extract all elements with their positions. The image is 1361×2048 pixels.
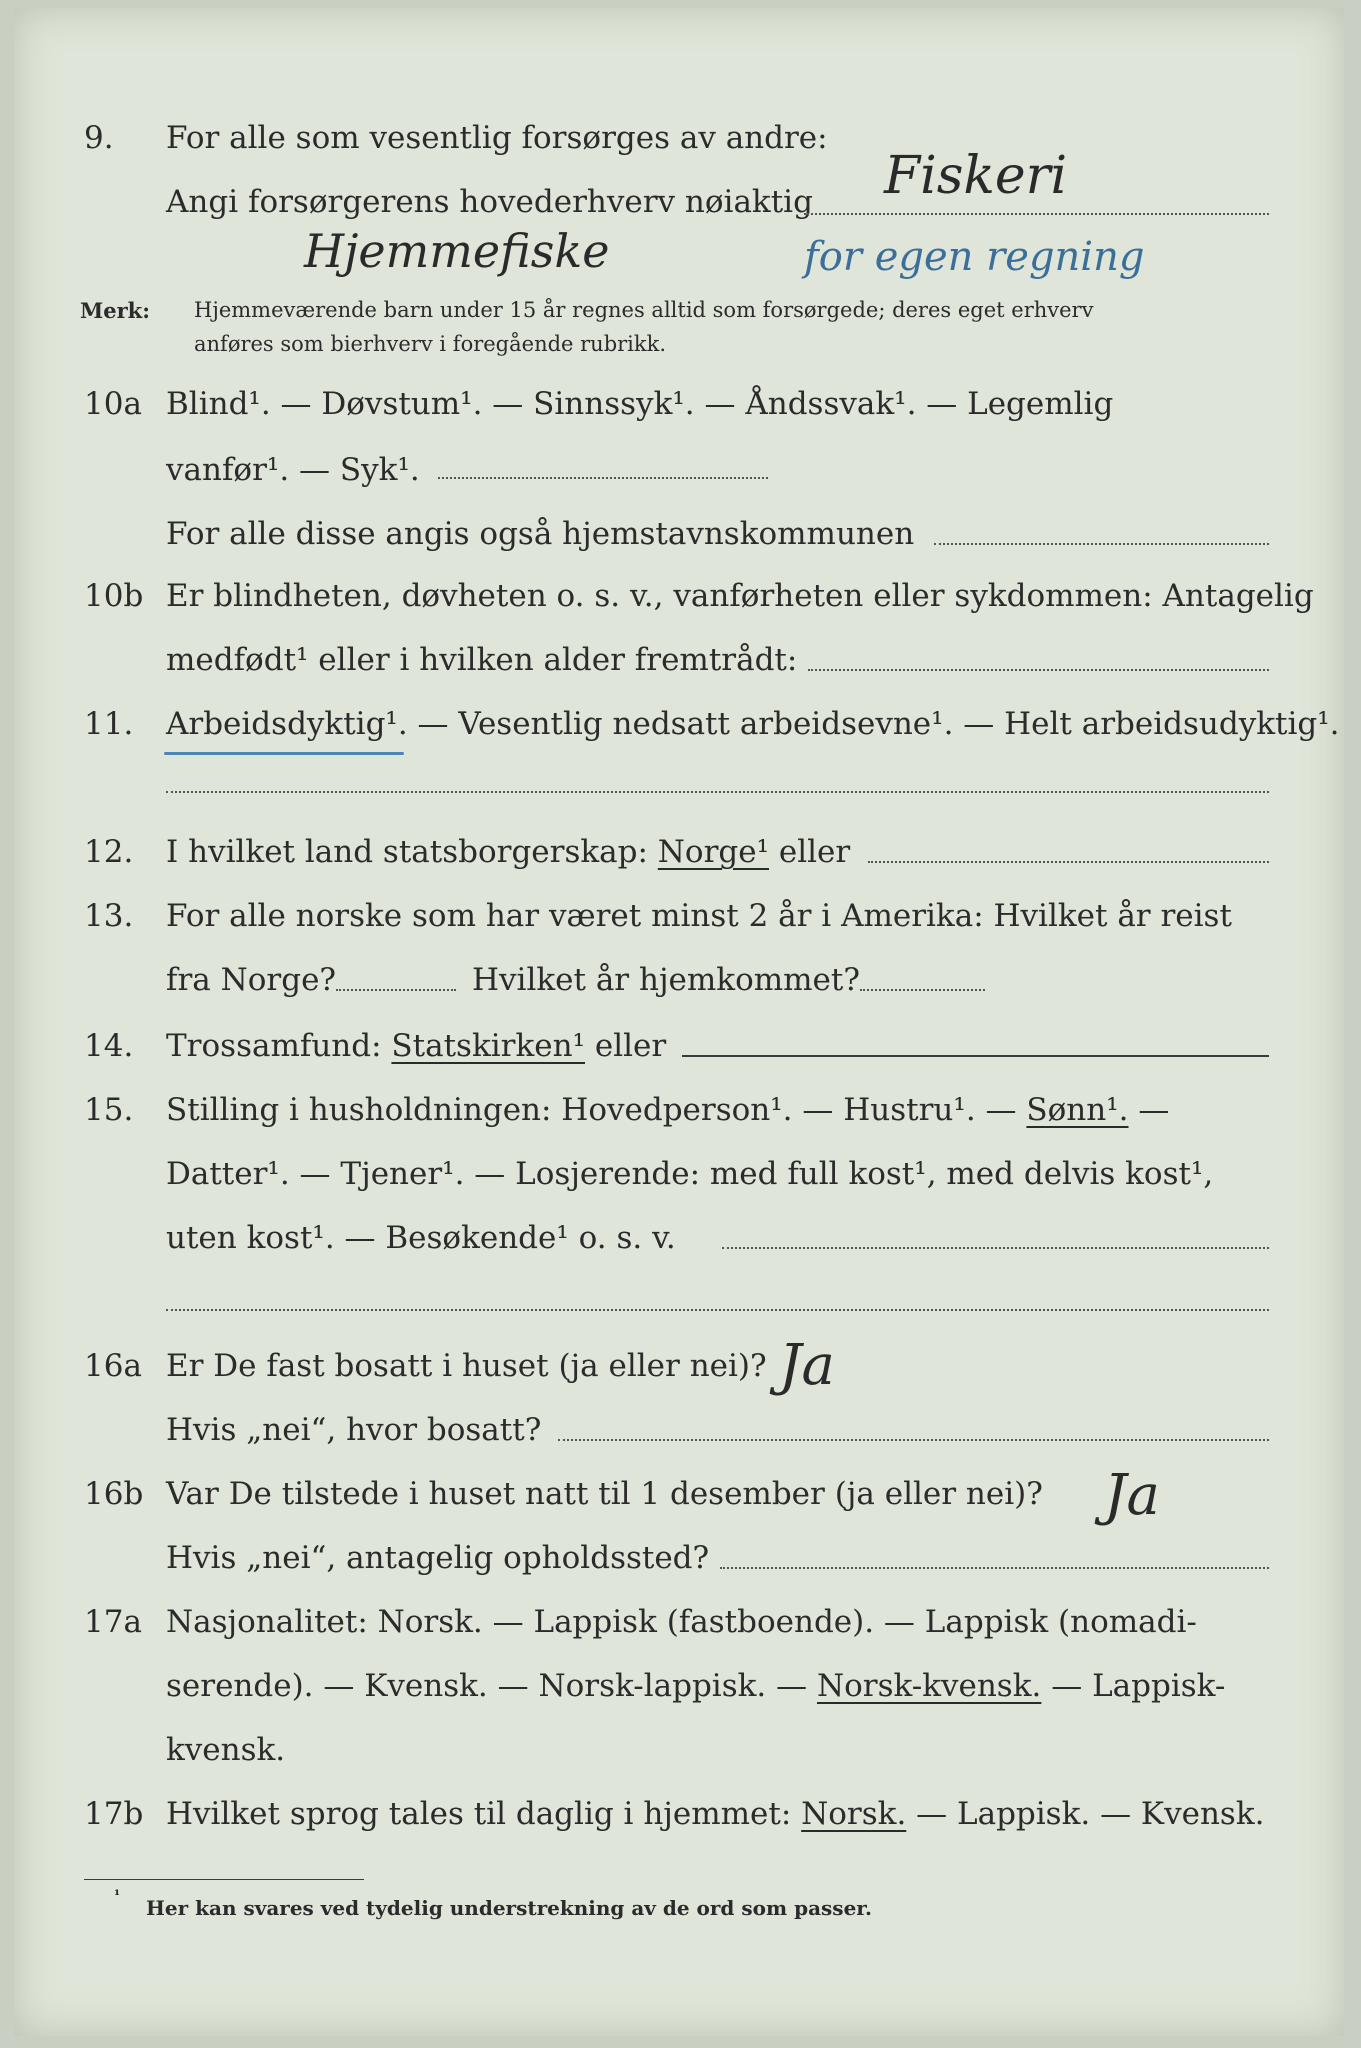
q15-line3: uten kost¹. — Besøkende¹ o. s. v.: [166, 1220, 676, 1256]
q17a-line2-text: serende). — Kvensk. — Norsk-lappisk. —: [166, 1668, 817, 1704]
q17a-line3: kvensk.: [166, 1732, 286, 1768]
q10a-line2-dots: [438, 476, 768, 479]
q16a-line1: Er De fast bosatt i huset (ja eller nei)?: [166, 1348, 767, 1384]
q14-text: [166, 1028, 666, 1064]
q13-number: 13.: [84, 898, 134, 934]
q9-line2: Angi forsørgerens hovederhverv nøiaktig: [166, 184, 813, 220]
q9-answer-line: [804, 212, 1269, 215]
q11-number: 11.: [84, 706, 134, 742]
q16a-number: 16a: [84, 1348, 142, 1384]
q11-blue-underline: [164, 752, 404, 755]
q12-dots: [868, 860, 1269, 863]
q16b-line2: Hvis „nei“, antagelig opholdssted?: [166, 1540, 710, 1576]
q16b-handwritten-answer: Ja: [1104, 1463, 1160, 1528]
merk-line1: Hjemmeværende barn under 15 år regnes alltid som forsørgede; deres eget erhverv: [194, 298, 1094, 322]
q17b-rest: — Lappisk. — Kvensk.: [906, 1796, 1265, 1832]
q15-line2: Datter¹. — Tjener¹. — Losjerende: med full kost¹, med delvis kost¹,: [166, 1156, 1214, 1192]
q11-option-arbeidsdyktig: Arbeidsdyktig¹.: [166, 706, 408, 742]
q17b-question: Hvilket sprog tales til daglig i hjemmet:: [166, 1796, 802, 1832]
q9-handwritten-answer2: Hjemmefiske: [304, 224, 610, 278]
merk-line2: anføres som bierhverv i foregående rubrikk.: [194, 332, 667, 356]
q12-eller: eller: [769, 834, 851, 870]
q13-dots2: [860, 988, 985, 991]
q14-option-statskirken: Statskirken¹: [391, 1028, 585, 1064]
q10b-line2: medfødt¹ eller i hvilken alder fremtrådt:: [166, 642, 798, 678]
q10a-line3: For alle disse angis også hjemstavnskommunen: [166, 516, 915, 552]
q10a-line2: vanfør¹. — Syk¹.: [166, 452, 420, 488]
q15-option-sonn: Sønn¹.: [1026, 1092, 1129, 1128]
q15-number: 15.: [84, 1092, 134, 1128]
q9-handwritten-answer3: for egen regning: [804, 234, 1145, 280]
census-form-page: [14, 8, 1344, 2036]
q9-handwritten-answer1: Fiskeri: [884, 146, 1068, 206]
q10b-line1: Er blindheten, døvheten o. s. v., vanførheten eller sykdommen: Antagelig: [166, 578, 1314, 614]
q10a-line3-dots: [934, 542, 1269, 545]
q17b-number: 17b: [84, 1796, 144, 1832]
q10b-dots: [808, 668, 1269, 671]
q14-question: Trossamfund:: [166, 1028, 392, 1064]
q15-dots2: [166, 1308, 1269, 1311]
q12-option-norge: Norge¹: [657, 834, 770, 870]
q11-text: [166, 706, 1340, 742]
q9-line1: For alle som vesentlig forsørges av andre:: [166, 120, 828, 156]
q9-number: 9.: [84, 120, 114, 156]
q15-line1-dash: —: [1128, 1092, 1170, 1128]
q15-line1: [166, 1092, 1169, 1128]
footnote-rule: [84, 1878, 364, 1880]
q17b-text: [166, 1796, 1264, 1832]
q17a-number: 17a: [84, 1604, 142, 1640]
q14-eller: eller: [585, 1028, 667, 1064]
q14-line: [682, 1054, 1269, 1057]
q17a-line2: [166, 1668, 1225, 1704]
q16a-handwritten-answer: Ja: [779, 1333, 835, 1398]
q11-rest: — Vesentlig nedsatt arbeidsevne¹. — Helt arbeidsudyktig¹.: [407, 706, 1340, 742]
q15-line1-text: Stilling i husholdningen: Hovedperson¹. — Hustru¹. —: [166, 1092, 1027, 1128]
merk-label: Merk:: [80, 298, 150, 323]
q10b-number: 10b: [84, 578, 144, 614]
footnote-text: Her kan svares ved tydelig understrekning av de ord som passer.: [146, 1896, 872, 1920]
footnote-mark: ¹: [114, 1888, 121, 1904]
q17a-line2-rest: — Lappisk-: [1041, 1668, 1226, 1704]
q16b-number: 16b: [84, 1476, 144, 1512]
q12-number: 12.: [84, 834, 134, 870]
q13-line2a: fra Norge?: [166, 962, 337, 998]
q11-dots: [166, 790, 1269, 793]
q16a-line2: Hvis „nei“, hvor bosatt?: [166, 1412, 542, 1448]
q17a-line1: Nasjonalitet: Norsk. — Lappisk (fastboende). — Lappisk (nomadi-: [166, 1604, 1197, 1640]
q17b-option-norsk: Norsk.: [801, 1796, 907, 1832]
q13-line1: For alle norske som har været minst 2 år i Amerika: Hvilket år reist: [166, 898, 1232, 934]
q16b-line1: Var De tilstede i huset natt til 1 desember (ja eller nei)?: [166, 1476, 1043, 1512]
q16b-dots: [720, 1566, 1269, 1569]
q15-dots1: [722, 1246, 1269, 1249]
q10a-line1: Blind¹. — Døvstum¹. — Sinnssyk¹. — Åndssvak¹. — Legemlig: [166, 386, 1114, 422]
q13-line2b: Hvilket år hjemkommet?: [472, 962, 860, 998]
q12-text: [166, 834, 850, 870]
q17a-option-norsk-kvensk: Norsk-kvensk.: [816, 1668, 1042, 1704]
q14-number: 14.: [84, 1028, 134, 1064]
q12-question: I hvilket land statsborgerskap:: [166, 834, 658, 870]
q13-dots1: [336, 988, 456, 991]
q10a-number: 10a: [84, 386, 142, 422]
q16a-dots: [558, 1438, 1269, 1441]
